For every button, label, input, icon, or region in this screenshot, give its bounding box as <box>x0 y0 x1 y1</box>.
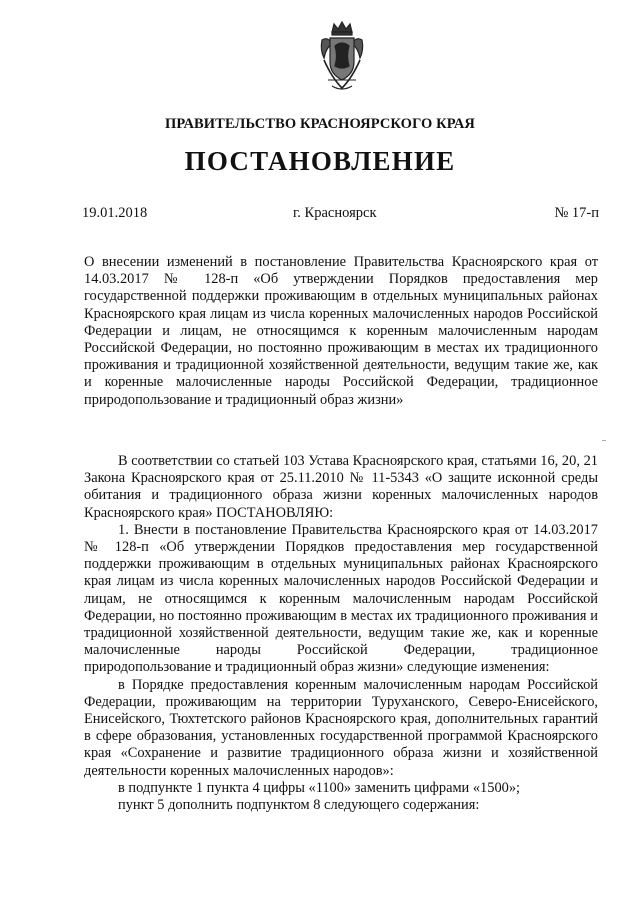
coat-of-arms-emblem <box>318 18 366 94</box>
document-date: 19.01.2018 <box>82 205 148 221</box>
amendment-line-b: пункт 5 дополнить подпунктом 8 следующего содержания: <box>118 797 480 814</box>
document-city: г. Красноярск <box>293 205 377 221</box>
document-type-heading: ПОСТАНОВЛЕНИЕ <box>184 146 456 176</box>
amendment-line-a: в подпункте 1 пункта 4 цифры «1100» заменить цифрами «1500»; <box>118 779 521 796</box>
scan-mark <box>602 440 606 441</box>
intro-paragraph: В соответствии со статьей 103 Устава Красноярского края, статьями 16, 20, 21 Закона Красноярского края от 25.11.2010 № 11-5343 «О защите исконной среды обитания и традиционного образа жизни коренных малочисленных народов Красноярского края» ПОСТАНОВЛЯЮ: <box>84 453 598 521</box>
item-1-subparagraph: в Порядке предоставления коренным малочисленным народам Российской Федерации, проживающим на территории Туруханского, Северо-Енисейского, Енисейского, Тюхтетского районов Красноярского края, дополнительных гарантий в сфере образования, установленных государственной программой Красноярского края «Сохранение и развитие традиционного образа жизни и хозяйственной деятельности коренных малочисленных народов»: <box>84 676 598 779</box>
document-number: № 17-п <box>554 205 599 221</box>
organization-name: ПРАВИТЕЛЬСТВО КРАСНОЯРСКОГО КРАЯ <box>164 116 475 132</box>
document-title-block <box>84 254 598 409</box>
document-title: О внесении изменений в постановление Правительства Красноярского края от 14.03.2017 № 128-п «Об утверждении Порядков предоставления мер государственной поддержки проживающим в отдельных муниципальных районах Красноярского края лицам из числа коренных малочисленных народов Российской Федерации и лицам, не относящимся к коренным малочисленным народам Российской Федерации, но постоянно проживающим в местах их традиционного проживания и традиционной хозяйственной деятельности, ведущим такие же, как и коренные малочисленные народы Российской Федерации, традиционное природопользование и традиционный образ жизни» <box>84 254 598 408</box>
item-1-paragraph: 1. Внести в постановление Правительства Красноярского края от 14.03.2017 № 128-п «Об утверждении Порядков предоставления мер государственной поддержки проживающим в отдельных муниципальных районах Красноярского края лицам из числа коренных малочисленных народов Российской Федерации и лицам, не относящимся к коренным малочисленным народам Российской Федерации, но постоянно проживающим в местах их традиционного проживания и традиционной хозяйственной деятельности, ведущим такие же, как и коренные малочисленные народы Российской Федерации, традиционное природопользование и традиционный образ жизни» следующие изменения: <box>84 521 598 676</box>
document-body <box>84 453 598 814</box>
